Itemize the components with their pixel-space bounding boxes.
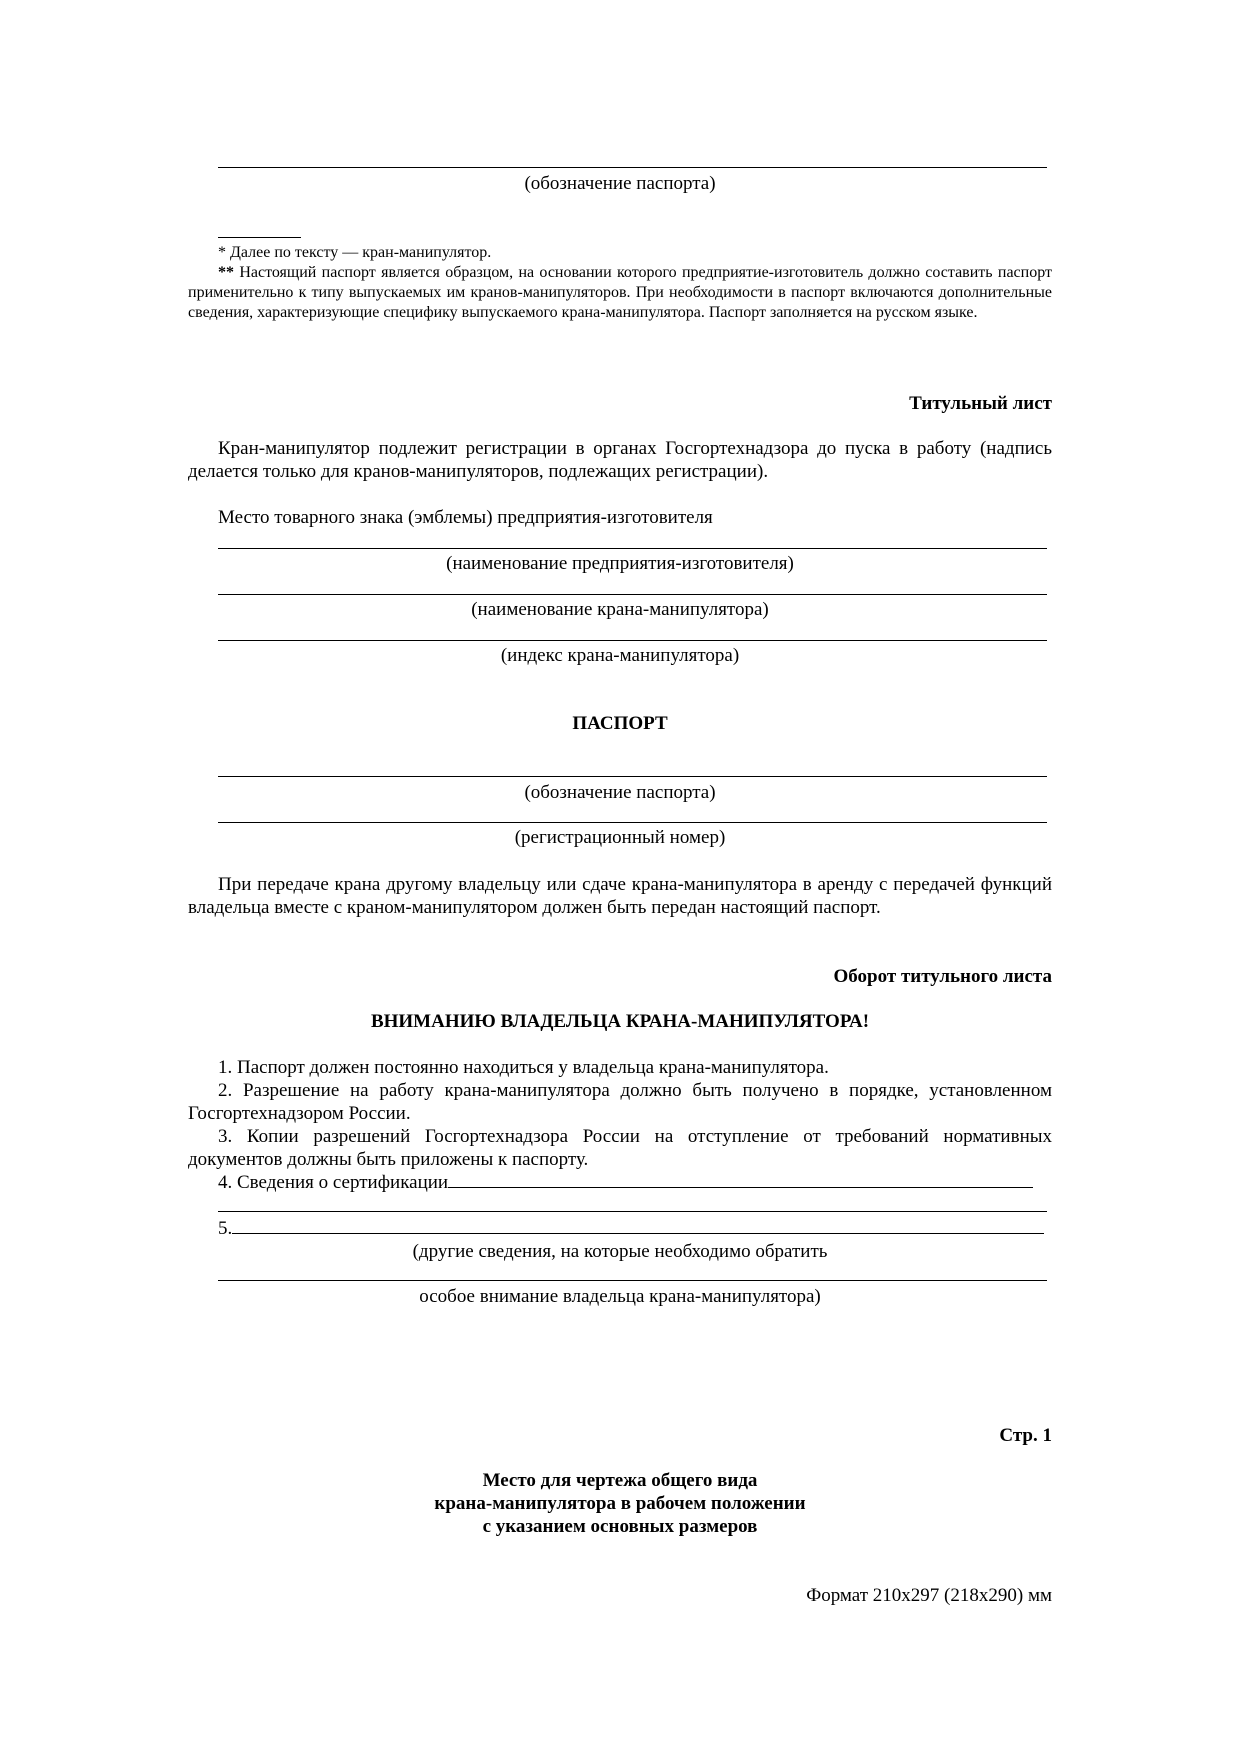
trademark-place: Место товарного знака (эмблемы) предприятия-изготовителя <box>218 507 713 528</box>
fill-line <box>218 548 1047 549</box>
registration-note: Кран-манипулятор подлежит регистрации в органах Госгортехнадзора до пуска в работу (надпись делается только для кранов-манипуляторов, подлежащих регистрации). <box>188 438 1052 482</box>
passport-title: ПАСПОРТ <box>572 713 668 734</box>
drawing-place-line-1: Место для чертежа общего вида <box>482 1470 758 1491</box>
passport-designation-caption-2: (обозначение паспорта) <box>524 782 716 803</box>
attention-item-2: 2. Разрешение на работу крана-манипулятора должно быть получено в порядке, установленном Госгортехнадзором России. <box>188 1080 1052 1124</box>
fill-line <box>218 776 1047 777</box>
drawing-place-line-2: крана-манипулятора в рабочем положении <box>434 1493 806 1514</box>
manufacturer-name-caption: (наименование предприятия-изготовителя) <box>446 553 794 574</box>
attention-item-3: 3. Копии разрешений Госгортехнадзора России на отступление от требований нормативных документов должны быть приложены к паспорту. <box>188 1126 1052 1170</box>
drawing-place-line-3: с указанием основных размеров <box>482 1516 758 1537</box>
fill-line <box>218 1280 1047 1281</box>
fill-line <box>232 1217 1044 1234</box>
attention-item-1: 1. Паспорт должен постоянно находиться у владельца крана-манипулятора. <box>218 1057 829 1078</box>
attention-heading: ВНИМАНИЮ ВЛАДЕЛЬЦА КРАНА-МАНИПУЛЯТОРА! <box>370 1011 870 1032</box>
footnote-1: * Далее по тексту — кран-манипулятор. <box>218 244 492 261</box>
crane-index-caption: (индекс крана-манипулятора) <box>500 645 740 666</box>
fill-line <box>218 822 1047 823</box>
certification-label: 4. Сведения о сертификации <box>218 1172 449 1193</box>
other-info-caption-1: (другие сведения, на которые необходимо обратить <box>412 1241 828 1262</box>
other-info-caption-2: особое внимание владельца крана-манипулятора) <box>419 1286 821 1307</box>
fill-line <box>218 1211 1047 1212</box>
fill-line <box>218 167 1047 168</box>
reverse-heading: Оборот титульного листа <box>833 966 1052 987</box>
title-page-heading: Титульный лист <box>909 393 1052 414</box>
format-note: Формат 210x297 (218x290) мм <box>806 1585 1052 1606</box>
item-5-label: 5. <box>218 1218 233 1239</box>
passport-designation-caption: (обозначение паспорта) <box>524 173 716 194</box>
footnote-separator <box>218 237 301 238</box>
attention-item-5 <box>218 1217 1052 1240</box>
transfer-note: При передаче крана другому владельцу или сдаче крана-манипулятора в аренду с передачей функций владельца вместе с краном-манипулятором должен быть передан настоящий паспорт. <box>188 874 1052 918</box>
registration-number-caption: (регистрационный номер) <box>514 827 726 848</box>
fill-line <box>218 640 1047 641</box>
fill-line <box>448 1171 1033 1188</box>
crane-name-caption: (наименование крана-манипулятора) <box>471 599 769 620</box>
footnote-2 <box>188 263 1052 323</box>
page-number: Стр. 1 <box>999 1425 1052 1446</box>
footnote-2-mark: ** <box>218 264 234 281</box>
attention-item-4 <box>218 1171 1052 1194</box>
fill-line <box>218 594 1047 595</box>
footnote-2-text: Настоящий паспорт является образцом, на основании которого предприятие-изготовитель должно составить паспорт применительно к типу выпускаемых им кранов-манипуляторов. При необходимости в паспорт включаются дополнительные сведения, характеризующие специфику выпускаемого крана-манипулятора. Паспорт заполняется на русском языке. <box>188 264 1052 321</box>
